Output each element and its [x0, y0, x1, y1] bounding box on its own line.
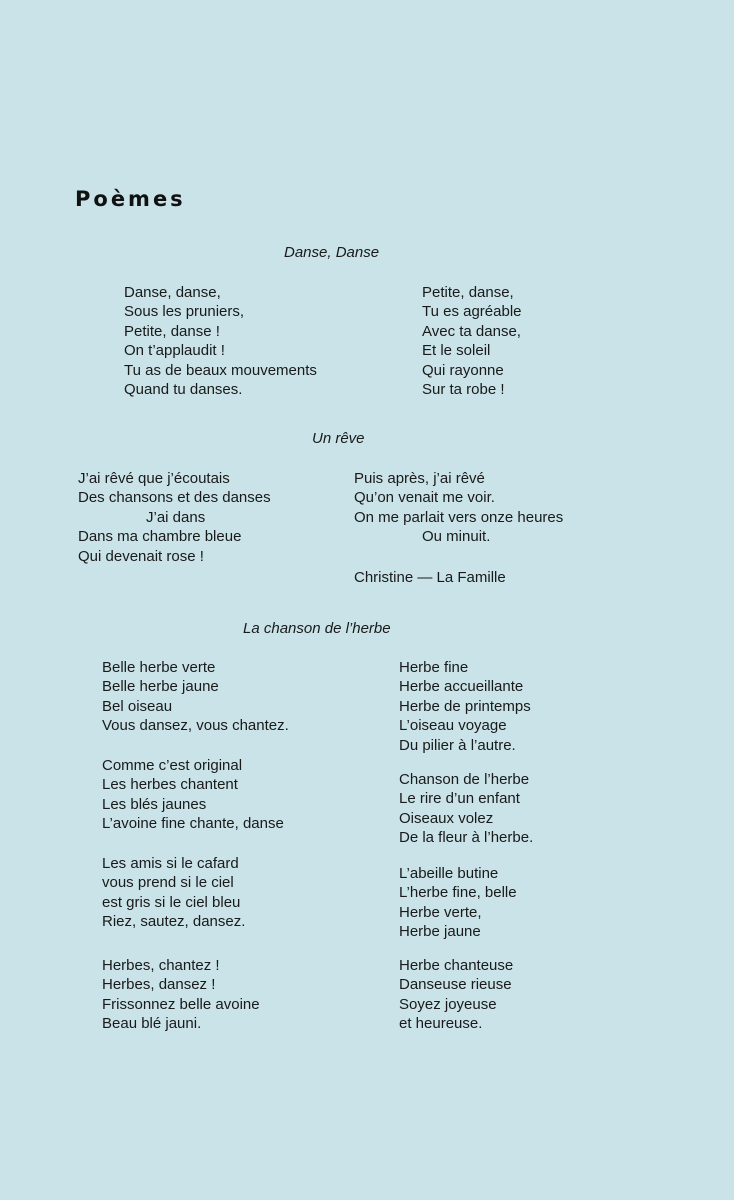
verse-line: Petite, danse,: [422, 284, 514, 301]
verse-line: Vous dansez, vous chantez.: [102, 717, 289, 735]
verse-line: Danseuse rieuse: [399, 976, 512, 994]
verse-line: Soyez joyeuse: [399, 995, 497, 1013]
verse-line: J’ai dans: [146, 508, 206, 526]
verse-line: Belle herbe jaune: [102, 678, 219, 696]
verse-line: L’oiseau voyage: [399, 717, 507, 735]
verse-line: Frissonnez belle avoine: [102, 995, 260, 1013]
poem-reve-right: [354, 469, 563, 547]
poem-danse-right: [422, 283, 522, 399]
verse-line: Les herbes chantent: [102, 776, 238, 794]
poem-herbe-right-stanza-2: [399, 770, 533, 848]
verse-line: Herbe chanteuse: [399, 957, 514, 974]
verse-line: Herbe verte,: [399, 903, 482, 921]
poem-signature: Christine — La Famille: [354, 569, 506, 586]
poem-title-herbe: La chanson de l’herbe: [243, 620, 391, 637]
verse-line: Du pilier à l’autre.: [399, 736, 516, 754]
verse-line: Oiseaux volez: [399, 809, 494, 827]
verse-line: Petite, danse !: [124, 322, 220, 340]
verse-line: Qu’on venait me voir.: [354, 489, 495, 507]
verse-line: Chanson de l’herbe: [399, 771, 530, 788]
verse-line: On t’applaudit !: [124, 342, 225, 360]
poem-title-danse: Danse, Danse: [284, 244, 380, 261]
verse-line: L’avoine fine chante, danse: [102, 815, 284, 833]
poem-herbe-left-stanza-4: [102, 956, 260, 1034]
verse-line: et heureuse.: [399, 1015, 483, 1033]
verse-line: vous prend si le ciel: [102, 874, 234, 892]
verse-line: Les amis si le cafard: [102, 855, 239, 872]
verse-line: Herbe de printemps: [399, 697, 531, 715]
verse-line: Qui rayonne: [422, 361, 504, 379]
verse-line: J’ai rêvé que j’écoutais: [78, 470, 230, 487]
poem-title-reve: Un rêve: [312, 430, 365, 447]
verse-line: Puis après, j’ai rêvé: [354, 470, 485, 487]
verse-line: Et le soleil: [422, 342, 491, 360]
verse-line: Danse, danse,: [124, 284, 221, 301]
verse-line: Des chansons et des danses: [78, 489, 271, 507]
verse-line: Avec ta danse,: [422, 322, 521, 340]
verse-line: L’abeille butine: [399, 865, 499, 882]
poem-herbe-left-stanza-1: [102, 658, 289, 736]
verse-line: Herbe accueillante: [399, 678, 524, 696]
verse-line: Bel oiseau: [102, 697, 173, 715]
poem-herbe-left-stanza-2: [102, 756, 284, 834]
verse-line: Herbe fine: [399, 659, 469, 676]
verse-line: Herbes, dansez !: [102, 976, 216, 994]
poem-herbe-right-stanza-1: [399, 658, 531, 755]
verse-line: Riez, sautez, dansez.: [102, 913, 246, 931]
verse-line: Qui devenait rose !: [78, 547, 204, 565]
verse-line: Sur ta robe !: [422, 381, 505, 399]
verse-line: Le rire d’un enfant: [399, 790, 520, 808]
verse-line: Quand tu danses.: [124, 381, 243, 399]
poem-reve-left: [78, 469, 271, 566]
verse-line: Comme c’est original: [102, 757, 243, 774]
verse-line: L’herbe fine, belle: [399, 884, 517, 902]
verse-line: Belle herbe verte: [102, 659, 216, 676]
verse-line: Tu as de beaux mouvements: [124, 361, 317, 379]
poem-herbe-left-stanza-3: [102, 854, 245, 932]
verse-line: Ou minuit.: [422, 528, 491, 546]
verse-line: Sous les pruniers,: [124, 303, 245, 321]
poem-danse-left: [124, 283, 317, 399]
verse-line: Les blés jaunes: [102, 795, 207, 813]
verse-line: Dans ma chambre bleue: [78, 528, 242, 546]
verse-line: Beau blé jauni.: [102, 1015, 202, 1033]
verse-line: On me parlait vers onze heures: [354, 508, 564, 526]
poem-herbe-right-stanza-4: [399, 956, 513, 1034]
verse-line: Tu es agréable: [422, 303, 522, 321]
verse-line: est gris si le ciel bleu: [102, 893, 241, 911]
page-heading: Poèmes: [75, 187, 186, 211]
verse-line: De la fleur à l’herbe.: [399, 829, 534, 847]
poem-herbe-right-stanza-3: [399, 864, 517, 942]
verse-line: Herbes, chantez !: [102, 957, 220, 974]
verse-line: Herbe jaune: [399, 923, 481, 941]
